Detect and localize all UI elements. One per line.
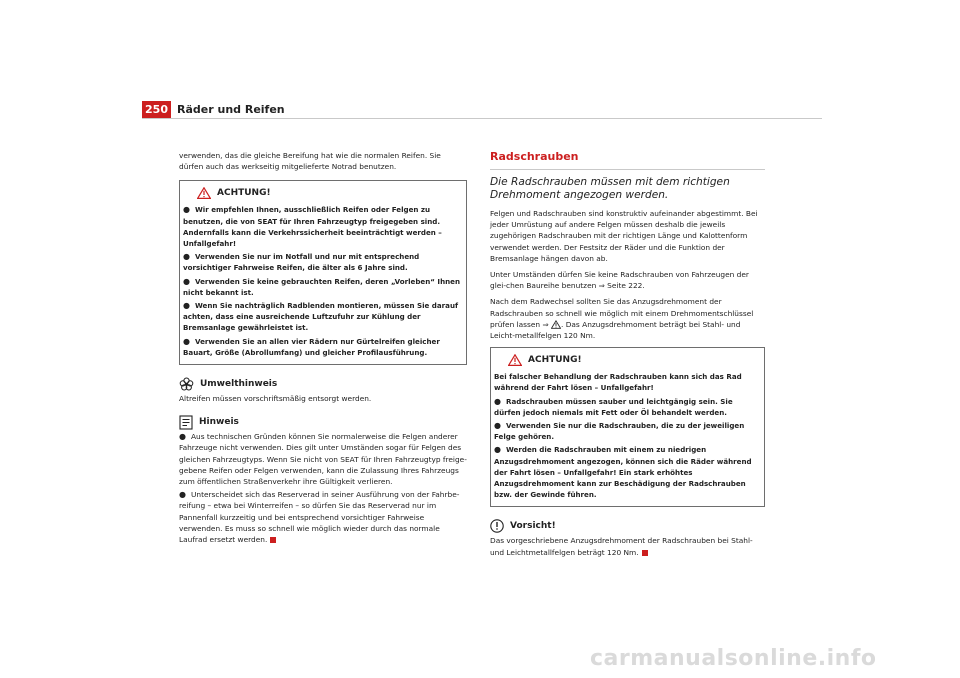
bullet-icon: ●: [183, 301, 190, 311]
bullet-icon: ●: [494, 445, 501, 455]
note-item: [179, 489, 467, 545]
environment-header: [179, 376, 467, 392]
torque-text-pre: Nach dem Radwechsel sollten Sie das Anzugsdrehmoment der Radschrauben so schnell wie möglich mit einem Drehmomentschlüssel prüfen lassen ⇒: [490, 297, 754, 329]
warning-item: [183, 276, 462, 298]
warning-box-bolts: [490, 347, 765, 507]
environment-title: Umwelthinweis: [200, 379, 278, 390]
warning-header: [183, 184, 462, 202]
right-column: [490, 150, 765, 563]
warning-item: [494, 396, 760, 418]
paragraph-torque: [490, 296, 765, 341]
warning-item-text: Wir empfehlen Ihnen, ausschließlich Reifen oder Felgen zu benutzen, die von SEAT für Ihren Fahrzeugtyp freigegeben sind. Andernfalls kann die Verkehrssicherheit beeinträchtigt werden – Unfallgefahr!: [183, 205, 442, 249]
page-number: 250: [142, 101, 171, 118]
section-divider: [490, 169, 765, 170]
caution-header: [490, 518, 765, 534]
note-title: Hinweis: [199, 417, 239, 428]
flower-icon: [179, 377, 194, 392]
bullet-icon: ●: [494, 421, 501, 431]
caution-text-body: Das vorgeschriebene Anzugsdrehmoment der Radschrauben bei Stahl- und Leichtmetallfelgen beträgt 120 Nm.: [490, 536, 753, 557]
warning-item: [494, 444, 760, 500]
warning-item-text: Werden die Radschrauben mit einem zu niedrigen Anzugsdrehmoment angezogen, können sich die Räder während der Fahrt lösen – Unfallgefahr! Ein stark erhöhtes Anzugsdrehmoment kann zur Beschädigung der Radschrauben bzw. der Gewinde führen.: [494, 445, 752, 500]
warning-item-text: Wenn Sie nachträglich Radblenden montieren, müssen Sie darauf achten, dass eine ausreichende Luftzufuhr zur Kühlung der Bremsanlage gewährleistet ist.: [183, 301, 459, 333]
warning-item-text: Verwenden Sie an allen vier Rädern nur Gürtelreifen gleicher Bauart, Größe (Abrollumfang) und gleicher Profilausführung.: [183, 336, 440, 357]
caution-text: [490, 535, 765, 557]
paragraph: Unter Umständen dürfen Sie keine Radschrauben von Fahrzeugen der glei-chen Baureihe benutzen ⇒ Seite 222.: [490, 270, 749, 291]
watermark: carmanualsonline.info: [590, 646, 877, 671]
left-column: [179, 150, 467, 547]
warning-item: [494, 420, 760, 442]
environment-text: Altreifen müssen vorschriftsmäßig entsorgt werden.: [179, 394, 372, 404]
warning-triangle-icon: [551, 320, 561, 329]
note-icon: [179, 415, 193, 430]
bullet-icon: ●: [179, 490, 186, 500]
warning-header: [494, 351, 760, 369]
bullet-icon: ●: [183, 276, 190, 286]
warning-item: [183, 204, 462, 249]
chapter-title: Räder und Reifen: [177, 103, 285, 116]
bullet-icon: ●: [183, 336, 190, 346]
warning-item-text: Verwenden Sie nur im Notfall und nur mit entsprechend vorsichtiger Fahrweise Reifen, die älter als 6 Jahre sind.: [183, 252, 420, 273]
note-item-text: Aus technischen Gründen können Sie normalerweise die Felgen anderer Fahrzeuge nicht verwenden. Dies gilt unter Umständen sogar für Felgen des gleichen Fahrzeugtyps. Wenn Sie nicht von SEAT für Ihren Fahrzeugtyp freige-gebene Reifen oder Felgen verwenden, kann die Zulassung Ihres Fahrzeugs zum öffentlichen Straßenverkehr ihre Gültigkeit verlieren.: [179, 432, 467, 487]
bullet-icon: ●: [183, 205, 190, 215]
warning-box-tires: [179, 180, 467, 365]
exclamation-circle-icon: [490, 519, 504, 533]
section-title: Radschrauben: [490, 150, 579, 163]
caution-title: Vorsicht!: [510, 521, 556, 532]
warning-title: ACHTUNG!: [528, 355, 582, 366]
bullet-icon: ●: [494, 396, 501, 406]
note-header: [179, 414, 467, 430]
paragraph: Felgen und Radschrauben sind konstruktiv aufeinander abgestimmt. Bei jeder Umrüstung auf andere Felgen müssen deshalb die jeweils zugehörigen Radschrauben mit der richtigen Länge und Kalottenform verwendet werden. Der Festsitz der Räder und die Funktion der Bremsanlage hängen davon ab.: [490, 209, 758, 263]
note-item: [179, 431, 467, 487]
warning-triangle-icon: [508, 354, 522, 366]
warning-item-text: Verwenden Sie keine gebrauchten Reifen, deren „Vorleben“ Ihnen nicht bekannt ist.: [183, 276, 461, 297]
end-marker-icon: [642, 550, 648, 556]
warning-item: [183, 336, 462, 358]
intro-text: verwenden, das die gleiche Bereifung hat wie die normalen Reifen. Sie dürfen auch das werkseitig mitgelieferte Notrad benutzen.: [179, 151, 441, 172]
warning-item: [183, 300, 462, 334]
note-item-text: Unterscheidet sich das Reserverad in seiner Ausführung von der Fahrbe-reifung – etwa bei Winterreifen – so dürfen Sie das Reserverad nur im Pannenfall kurzzeitig und bei entsprechend vorsichtiger Fahrweise verwenden. Es muss so schnell wie möglich wieder durch das normale Laufrad ersetzt werden.: [179, 490, 460, 545]
section-subtitle: Die Radschrauben müssen mit dem richtigen Drehmoment angezogen werden.: [490, 176, 730, 201]
warning-item: [183, 251, 462, 273]
warning-intro: Bei falscher Behandlung der Radschrauben kann sich das Rad während der Fahrt lösen – Unfallgefahr!: [494, 372, 742, 393]
warning-item-text: Radschrauben müssen sauber und leichtgängig sein. Sie dürfen jedoch niemals mit Fett oder Öl behandelt werden.: [494, 396, 733, 417]
bullet-icon: ●: [183, 252, 190, 262]
warning-item-text: Verwenden Sie nur die Radschrauben, die zu der jeweiligen Felge gehören.: [494, 421, 745, 442]
torque-text-post: . Das Anzugsdrehmoment beträgt bei Stahl- und Leicht-metallfelgen 120 Nm.: [490, 319, 741, 341]
warning-triangle-icon: [197, 187, 211, 199]
end-marker-icon: [270, 537, 276, 543]
warning-title: ACHTUNG!: [217, 188, 271, 199]
bullet-icon: ●: [179, 432, 186, 442]
